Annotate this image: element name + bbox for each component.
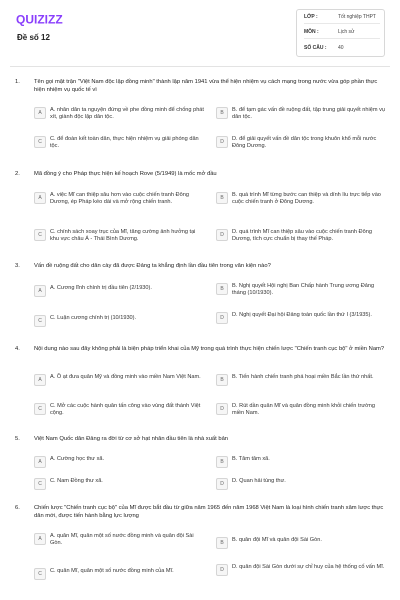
page-title: Đề số 12 <box>17 33 50 42</box>
option-d[interactable] <box>216 229 388 244</box>
option-text: C. quân Mĩ, quân một số nước đồng minh của Mĩ. <box>50 568 174 574</box>
option-b[interactable] <box>216 107 388 122</box>
option-letter: D <box>216 312 228 324</box>
question-number: 4. <box>15 346 20 352</box>
option-letter: A <box>34 107 46 119</box>
question-number: 1. <box>15 79 20 85</box>
worksheet-header <box>0 0 400 64</box>
question-number: 6. <box>15 505 20 511</box>
question-text: Mã đồng ý cho Pháp thực hiện kế hoạch Rove (5/1949) là mốc mở đầu <box>34 171 217 177</box>
info-value: Lịch sử <box>338 29 355 36</box>
option-text: D. Nghị quyết Đại hội Đảng toàn quốc lần thứ I (3/1935). <box>232 312 372 318</box>
option-c[interactable] <box>34 136 204 151</box>
option-b[interactable] <box>216 283 388 298</box>
option-letter: B <box>216 537 228 549</box>
option-c[interactable] <box>34 315 204 327</box>
question-number: 2. <box>15 171 20 177</box>
info-label: MÔN : <box>304 29 319 36</box>
option-text: D. Rút dần quân Mĩ và quân đồng minh khỏi chiến trường miền Nam. <box>232 403 375 417</box>
question-number: 3. <box>15 263 20 269</box>
option-text: B. Nghị quyết Hội nghị Ban Chấp hành Trung ương Đảng tháng (10/1930). <box>232 283 375 297</box>
option-c[interactable] <box>34 229 204 244</box>
question-text: Chiến lược "Chiến tranh cục bộ" của Mĩ được bắt đầu từ giữa năm 1965 đến năm 1968 Việt Nam là loại hình chiến tranh xâm lược thực dân mới, được tiến hành bằng lực lượng <box>34 505 384 519</box>
question-text: Nội dung nào sau đây không phải là biện pháp triển khai của Mỹ trong quá trình thực hiện chiến lược "Chiến tranh cục bộ" ở miền Nam? <box>34 346 385 352</box>
option-letter: A <box>34 285 46 297</box>
option-letter: B <box>216 283 228 295</box>
option-d[interactable] <box>216 403 388 418</box>
option-d[interactable] <box>216 312 388 324</box>
option-text: D. quá trình Mĩ can thiệp sâu vào cuộc chiến tranh Đông Dương, tích cực chuẩn bị thay thế Pháp. <box>232 229 372 243</box>
option-b[interactable] <box>216 456 388 468</box>
option-letter: C <box>34 568 46 580</box>
option-letter: D <box>216 403 228 415</box>
option-letter: A <box>34 374 46 386</box>
option-letter: C <box>34 403 46 415</box>
option-d[interactable] <box>216 564 388 576</box>
option-letter: D <box>216 229 228 241</box>
info-label: LỚP : <box>304 14 318 21</box>
info-label: SỐ CÂU : <box>304 44 327 51</box>
option-letter: D <box>216 136 228 148</box>
option-text: C. để đoàn kết toàn dân, thực hiện nhiệm vụ giải phóng dân tộc. <box>50 136 199 150</box>
option-letter: C <box>34 136 46 148</box>
option-a[interactable] <box>34 533 204 548</box>
option-letter: B <box>216 107 228 119</box>
option-text: D. quân đội Sài Gòn dưới sự chỉ huy của hệ thống cố vấn Mĩ. <box>232 564 385 570</box>
option-letter: C <box>34 315 46 327</box>
info-row-count <box>304 42 380 54</box>
option-text: B. Tiến hành chiến tranh phá hoại miền Bắc lần thứ nhất. <box>232 374 374 380</box>
question-number: 5. <box>15 436 20 442</box>
question-text: Việt Nam Quốc dân Đảng ra đời từ cơ sở hạt nhân đầu tiên là nhà xuất bản <box>34 436 229 442</box>
option-text: A. Ồ ạt đưa quân Mỹ và đồng minh vào miền Nam Việt Nam. <box>50 374 201 380</box>
option-letter: B <box>216 456 228 468</box>
option-text: B. quá trình Mĩ từng bước can thiệp và dính líu trực tiếp vào cuộc chiến tranh ở Đông Dương. <box>232 192 381 206</box>
option-letter: A <box>34 456 46 468</box>
option-c[interactable] <box>34 403 204 418</box>
option-text: B. để tạm gác vấn đề ruộng đất, tập trung giải quyết nhiệm vụ dân tộc. <box>232 107 385 121</box>
option-a[interactable] <box>34 192 204 207</box>
info-value: Tốt nghiệp THPT <box>338 14 376 21</box>
option-d[interactable] <box>216 136 388 151</box>
option-text: C. Luận cương chính trị (10/1930). <box>50 315 137 321</box>
option-letter: B <box>216 192 228 204</box>
option-a[interactable] <box>34 456 204 468</box>
option-c[interactable] <box>34 478 204 490</box>
info-row-class <box>304 12 380 24</box>
info-value: 40 <box>338 44 344 51</box>
option-letter: A <box>34 533 46 545</box>
option-text: C. Nam Đồng thư xã. <box>50 478 103 484</box>
header-divider <box>10 66 390 67</box>
option-text: A. Cường học thư xã. <box>50 456 105 462</box>
option-c[interactable] <box>34 568 204 580</box>
logo-text: QUIZIZZ <box>16 12 63 26</box>
option-d[interactable] <box>216 478 388 490</box>
option-a[interactable] <box>34 107 204 122</box>
option-letter: D <box>216 564 228 576</box>
option-b[interactable] <box>216 374 388 386</box>
option-letter: C <box>34 478 46 490</box>
info-box <box>296 9 385 57</box>
option-text: B. Tâm tâm xã. <box>232 456 270 462</box>
option-letter: C <box>34 229 46 241</box>
info-row-subject <box>304 27 380 39</box>
option-text: A. việc Mĩ can thiệp sâu hơn vào cuộc chiến tranh Đông Dương, ép Pháp kéo dài và mở rộng chiến tranh. <box>50 192 189 206</box>
option-text: A. quân Mĩ, quân một số nước đồng minh và quân đội Sài Gòn. <box>50 533 194 547</box>
option-letter: B <box>216 374 228 386</box>
option-b[interactable] <box>216 537 388 549</box>
quizizz-logo <box>16 12 64 26</box>
option-text: C. chính sách xoay trục của Mĩ, tăng cường ảnh hưởng tại khu vực châu Á - Thái Bình Dương. <box>50 229 196 243</box>
option-a[interactable] <box>34 285 204 297</box>
question-text: Tên gọi mặt trận "Việt Nam độc lập đồng minh" thành lập năm 1941 vừa thể hiện nhiệm vụ cách mạng trong nước vừa góp phần thực hiện nhiệm vụ quốc tế vì <box>34 79 378 93</box>
option-text: C. Mở các cuộc hành quân tấn công vào vùng đất thánh Việt cộng. <box>50 403 201 417</box>
option-a[interactable] <box>34 374 204 386</box>
option-text: B. quân đội Mĩ và quân đội Sài Gòn. <box>232 537 322 543</box>
option-text: D. để giải quyết vấn đề dân tộc trong khuôn khổ mỗi nước Đông Dương. <box>232 136 377 150</box>
option-text: A. Cương lĩnh chính trị đầu tiên (2/1930). <box>50 285 152 291</box>
option-letter: D <box>216 478 228 490</box>
option-text: D. Quan hải tùng thư. <box>232 478 286 484</box>
option-b[interactable] <box>216 192 388 207</box>
question-text: Vấn đề ruộng đất cho dân cày đã được Đảng ta khẳng định lần đầu tiên trong văn kiện nào? <box>34 263 271 269</box>
option-text: A. nhân dân ta nguyện đứng về phe đồng minh để chống phát xít, giành độc lập dân tộc. <box>50 107 204 121</box>
option-letter: A <box>34 192 46 204</box>
